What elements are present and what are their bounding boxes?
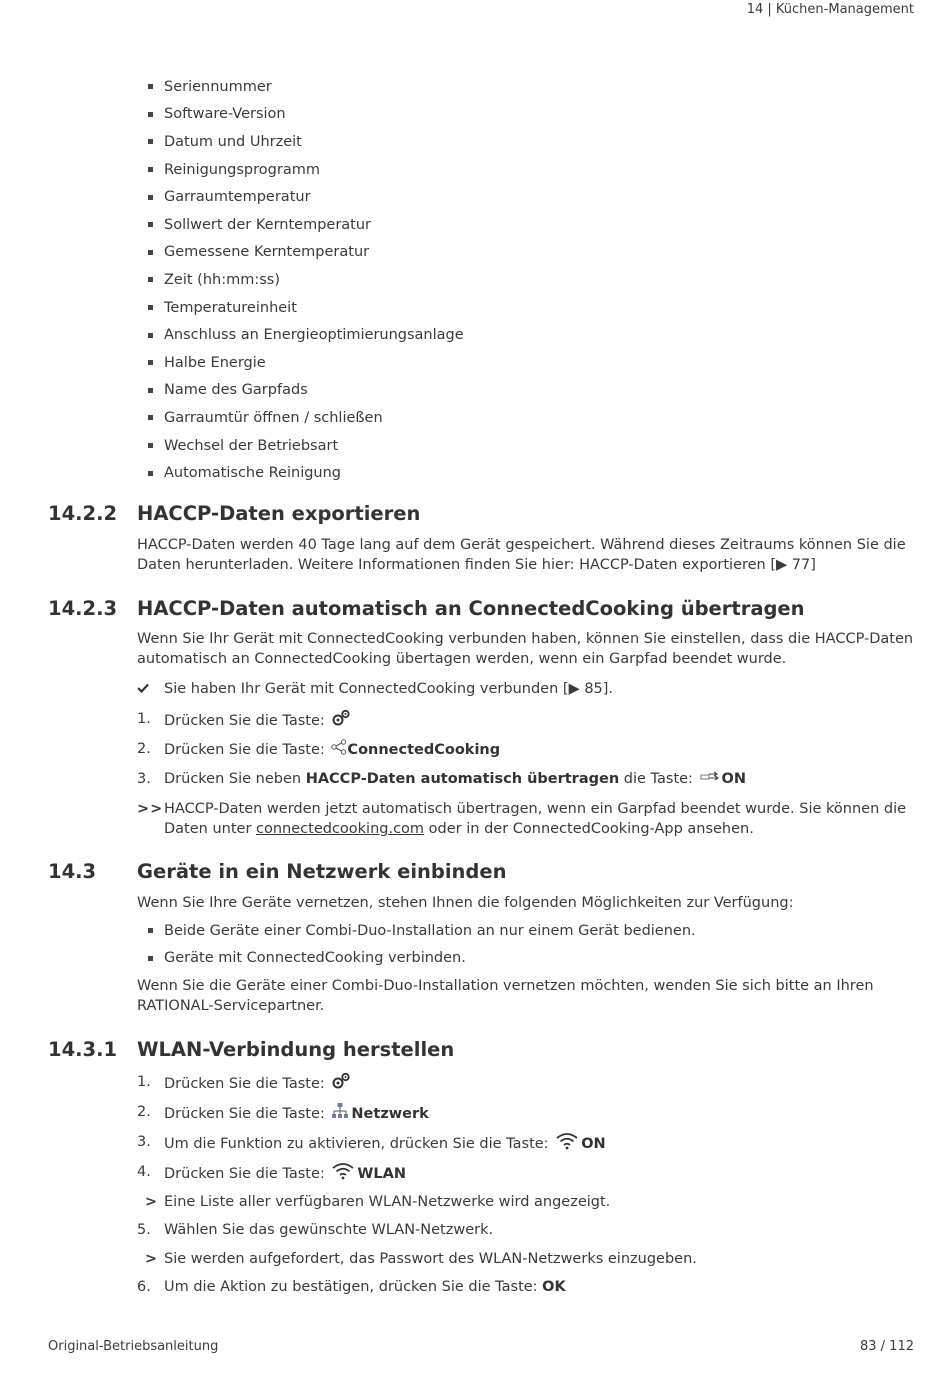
section-heading-14-3: 14.3 Geräte in ein Netzwerk einbinden bbox=[48, 860, 507, 883]
list-item: Datum und Uhrzeit bbox=[148, 128, 464, 156]
bullet-icon bbox=[148, 139, 153, 144]
wifi-icon bbox=[555, 1132, 579, 1156]
step: 4. Drücken Sie die Taste: WLAN bbox=[137, 1162, 917, 1186]
bullet-icon bbox=[148, 277, 153, 282]
section-heading-14-2-2: 14.2.2 HACCP-Daten exportieren bbox=[48, 502, 421, 525]
page-number: 83 / 112 bbox=[860, 1339, 914, 1354]
bullet-icon bbox=[148, 305, 153, 310]
checkmark-icon bbox=[137, 679, 164, 699]
step: 3. Drücken Sie neben HACCP-Daten automatisch übertragen die Taste: ON bbox=[137, 771, 747, 787]
bullet-icon bbox=[148, 333, 153, 338]
step: 2. Drücken Sie die Taste: ConnectedCooking bbox=[137, 739, 917, 761]
step: 2. Drücken Sie die Taste: Netzwerk bbox=[137, 1102, 917, 1126]
bullet-icon bbox=[148, 112, 153, 117]
share-icon bbox=[331, 739, 347, 761]
step: 3. Um die Funktion zu aktivieren, drücken Sie die Taste: ON bbox=[137, 1132, 917, 1156]
bullet-icon bbox=[148, 443, 153, 448]
page-reference-link[interactable]: ▶ 77] bbox=[776, 557, 816, 573]
list-item: Geräte mit ConnectedCooking verbinden. bbox=[148, 945, 696, 973]
network-icon bbox=[331, 1102, 349, 1126]
bullet-icon bbox=[148, 360, 153, 365]
list-item: Temperatureinheit bbox=[148, 294, 464, 322]
settings-gears-icon bbox=[331, 709, 351, 733]
bullet-icon bbox=[148, 250, 153, 255]
footer-document-title: Original-Betriebsanleitung bbox=[48, 1339, 219, 1354]
list-item: Beide Geräte einer Combi-Duo-Installation an nur einem Gerät bedienen. bbox=[148, 917, 696, 945]
section-note: Wenn Sie die Geräte einer Combi-Duo-Installation vernetzen möchten, wenden Sie sich bitte an Ihren RATIONAL-Servicepartner. bbox=[137, 978, 874, 1014]
bullet-icon bbox=[148, 928, 153, 933]
bullet-icon bbox=[148, 415, 153, 420]
section-heading-14-2-3: 14.2.3 HACCP-Daten automatisch an ConnectedCooking übertragen bbox=[48, 597, 805, 620]
step: 1. Drücken Sie die Taste: bbox=[137, 1072, 917, 1096]
section-intro: Wenn Sie Ihre Geräte vernetzen, stehen Ihnen die folgenden Möglichkeiten zur Verfügung: bbox=[137, 895, 794, 911]
section-heading-14-3-1: 14.3.1 WLAN-Verbindung herstellen bbox=[48, 1038, 455, 1061]
result: >> HACCP-Daten werden jetzt automatisch übertragen, wenn ein Garpfad beendet wurde. Sie können die Daten unter connectedcooking.com oder in der ConnectedCooking-App ansehen. bbox=[137, 801, 907, 837]
running-header: 14 | Küchen-Management bbox=[746, 2, 914, 17]
wifi-icon bbox=[331, 1162, 355, 1186]
network-options-list bbox=[148, 917, 696, 972]
page-reference-link[interactable]: ▶ 85]. bbox=[568, 681, 614, 697]
haccp-transfer-icon bbox=[700, 769, 720, 789]
section-intro: Wenn Sie Ihr Gerät mit ConnectedCooking verbunden haben, können Sie einstellen, dass die HACCP-Daten automatisch an ConnectedCooking übertagen werden, wenn ein Garpfad beendet wurde. bbox=[137, 631, 914, 667]
list-item: Gemessene Kerntemperatur bbox=[148, 239, 464, 267]
prerequisite: Sie haben Ihr Gerät mit ConnectedCooking verbunden [▶ 85]. bbox=[137, 679, 917, 699]
settings-gears-icon bbox=[331, 1072, 351, 1096]
list-item: Wechsel der Betriebsart bbox=[148, 432, 464, 460]
step: 1. Drücken Sie die Taste: bbox=[137, 709, 917, 733]
data-field-list bbox=[148, 73, 464, 487]
bullet-icon bbox=[148, 84, 153, 89]
list-item: Garraumtemperatur bbox=[148, 183, 464, 211]
bullet-icon bbox=[148, 167, 153, 172]
step: 5. Wählen Sie das gewünschte WLAN-Netzwerk. bbox=[137, 1222, 494, 1238]
connectedcooking-link[interactable]: connectedcooking.com bbox=[256, 821, 425, 837]
list-item: Anschluss an Energieoptimierungsanlage bbox=[148, 321, 464, 349]
list-item: Sollwert der Kerntemperatur bbox=[148, 211, 464, 239]
list-item: Seriennummer bbox=[148, 73, 464, 101]
list-item: Software-Version bbox=[148, 101, 464, 129]
bullet-icon bbox=[148, 956, 153, 961]
bullet-icon bbox=[148, 388, 153, 393]
bullet-icon bbox=[148, 195, 153, 200]
list-item: Name des Garpfads bbox=[148, 377, 464, 405]
section-text: HACCP-Daten werden 40 Tage lang auf dem Gerät gespeichert. Während dieses Zeitraums können Sie die Daten herunterladen. Weitere Informationen finden Sie hier: HACCP-Daten exportieren [▶ 77] bbox=[137, 537, 906, 573]
list-item: Garraumtür öffnen / schließen bbox=[148, 404, 464, 432]
step: 6. Um die Aktion zu bestätigen, drücken Sie die Taste: OK bbox=[137, 1279, 566, 1295]
result: > Eine Liste aller verfügbaren WLAN-Netzwerke wird angezeigt. bbox=[144, 1194, 611, 1210]
result: > Sie werden aufgefordert, das Passwort des WLAN-Netzwerks einzugeben. bbox=[144, 1251, 697, 1267]
bullet-icon bbox=[148, 222, 153, 227]
list-item: Zeit (hh:mm:ss) bbox=[148, 266, 464, 294]
list-item: Automatische Reinigung bbox=[148, 459, 464, 487]
bullet-icon bbox=[148, 471, 153, 476]
list-item: Reinigungsprogramm bbox=[148, 156, 464, 184]
list-item: Halbe Energie bbox=[148, 349, 464, 377]
